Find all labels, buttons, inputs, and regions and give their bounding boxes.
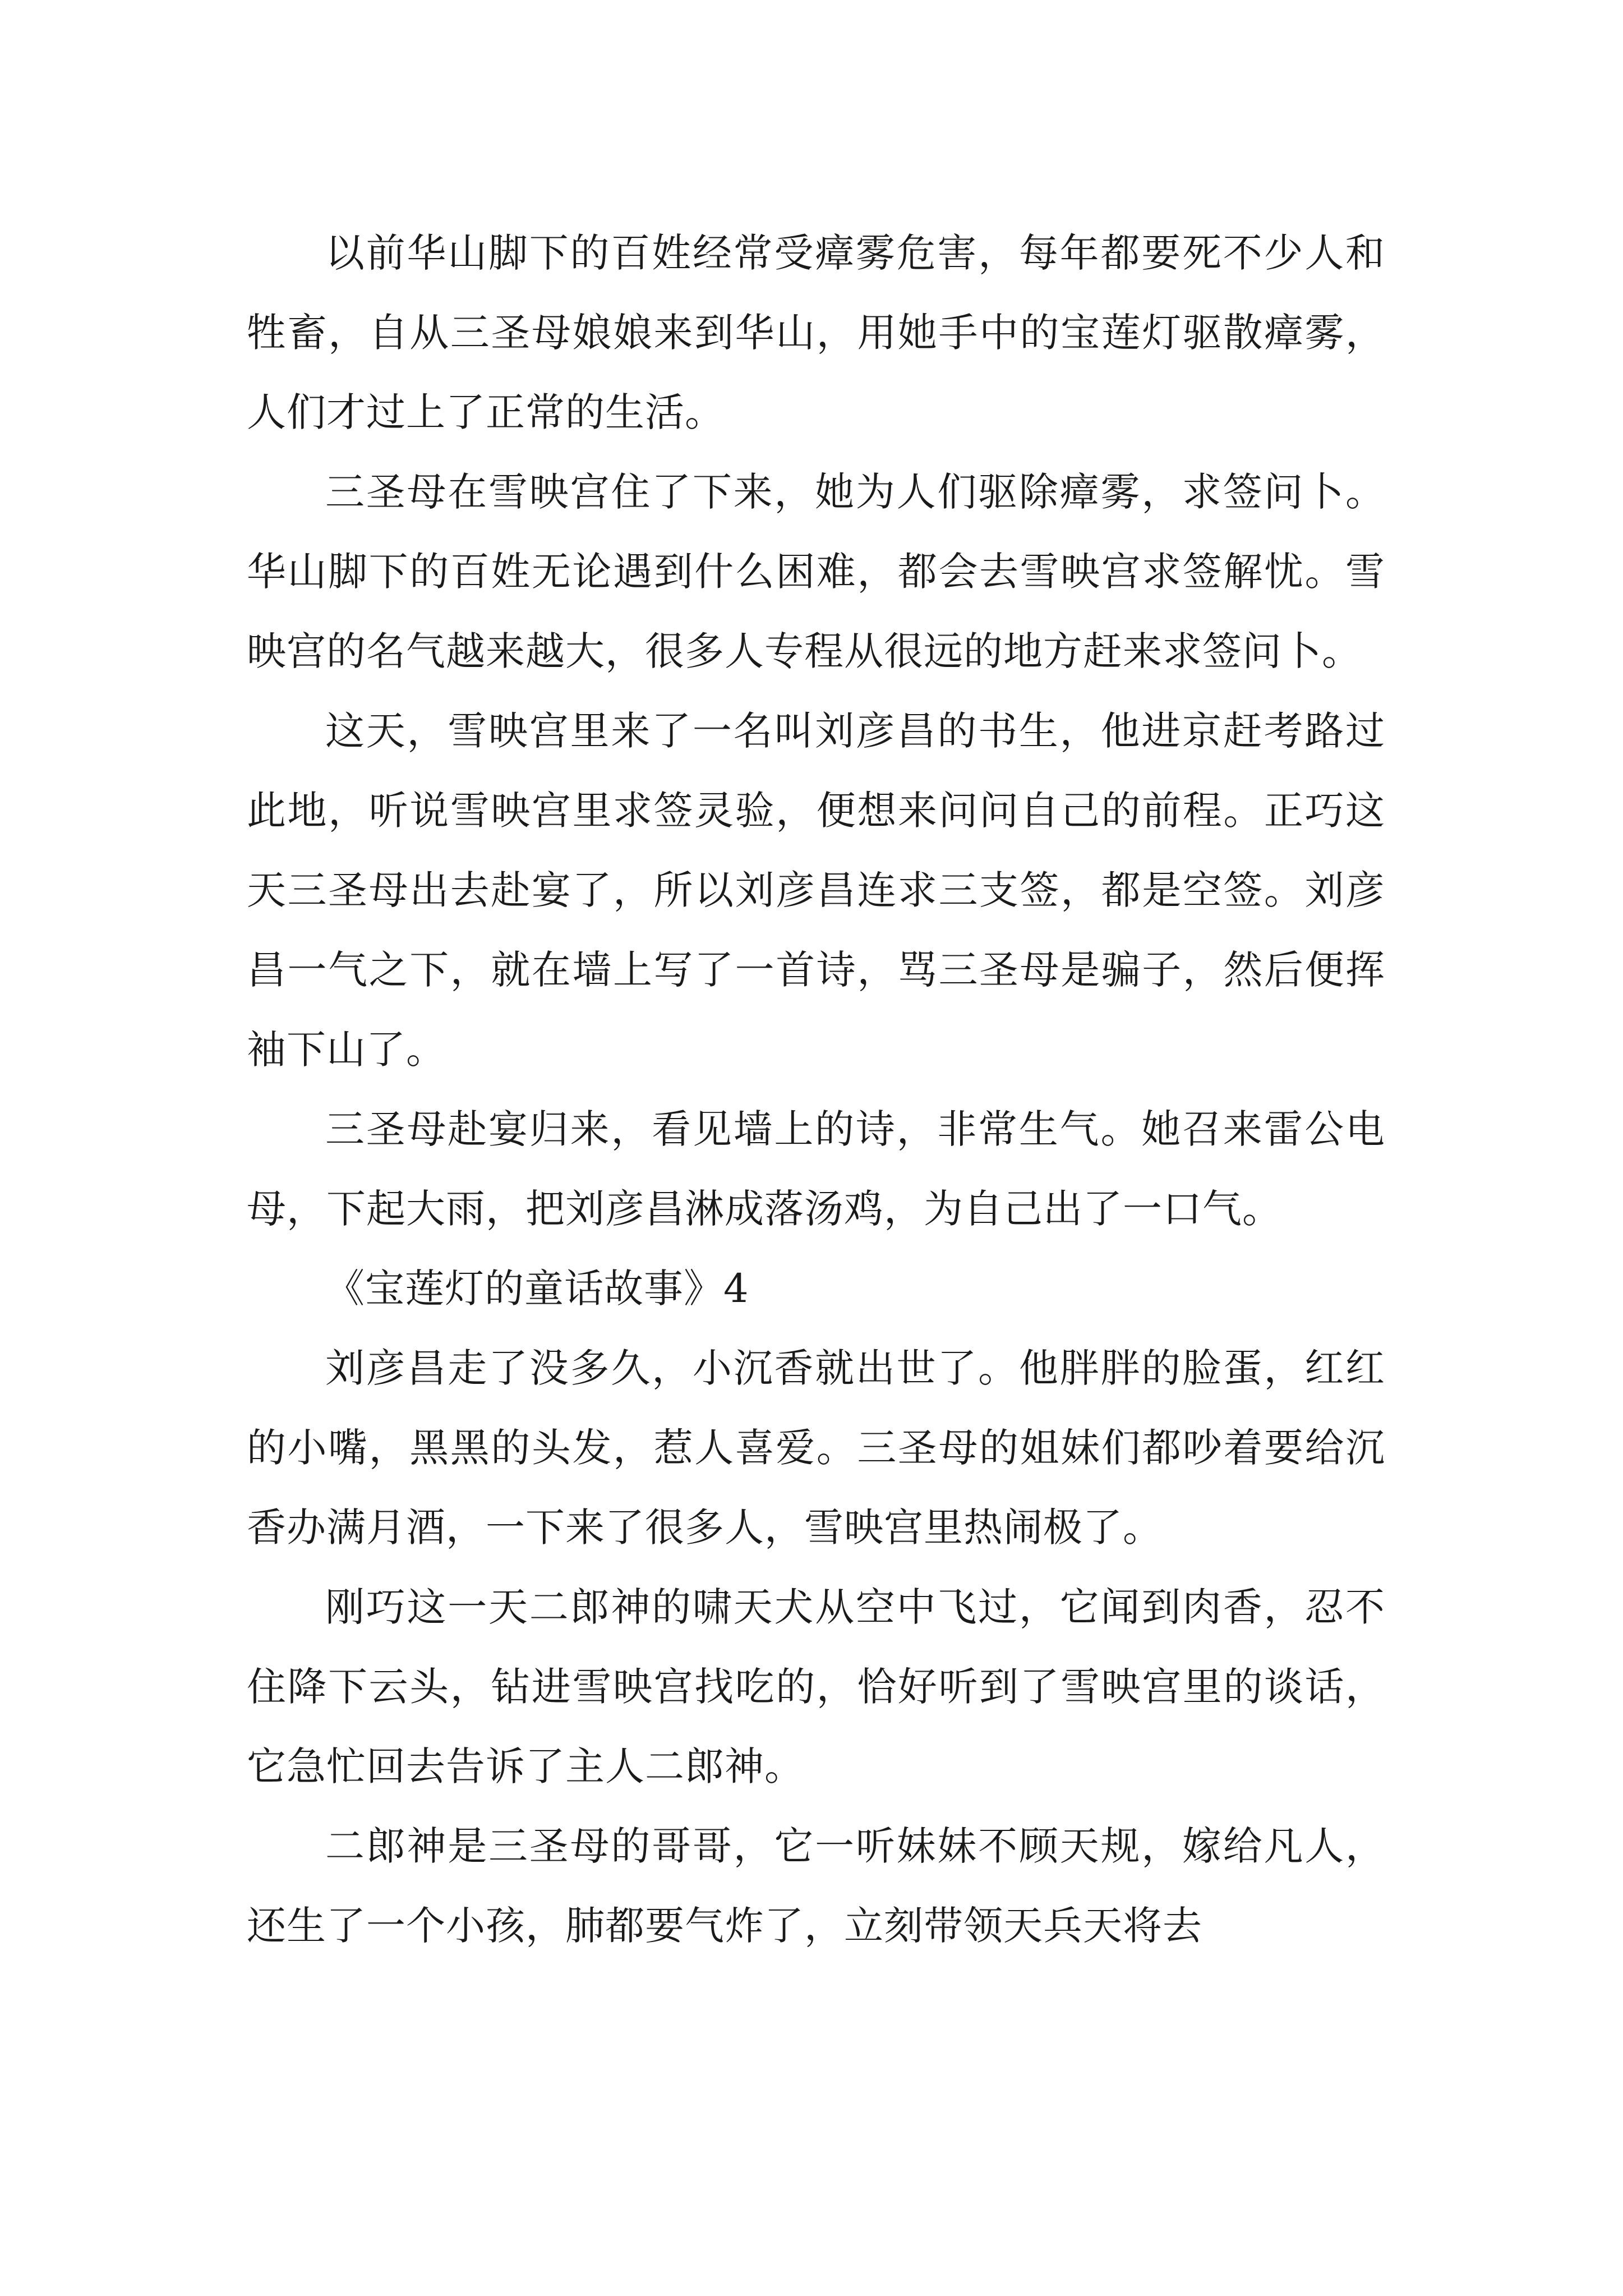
- paragraph-huashan-miasma: 以前华山脚下的百姓经常受瘴雾危害，每年都要死不少人和牲畜，自从三圣母娘娘来到华山，用她手中的宝莲灯驱散瘴雾，人们才过上了正常的生活。: [247, 230, 1385, 435]
- paragraph-xiaotian-dog: 刚巧这一天二郎神的啸天犬从空中飞过，它闻到肉香，忍不住降下云头，钻进雪映宫找吃的，恰好听到了雪映宫里的谈话，它急忙回去告诉了主人二郎神。: [247, 1584, 1385, 1789]
- paragraph-chenxiang-birth: 刘彦昌走了没多久，小沉香就出世了。他胖胖的脸蛋，红红的小嘴，黑黑的头发，惹人喜爱。三圣母的姐妹们都吵着要给沉香办满月酒，一下来了很多人，雪映宫里热闹极了。: [247, 1345, 1385, 1550]
- paragraph-liu-yanchang-visit: 这天，雪映宫里来了一名叫刘彦昌的书生，他进京赶考路过此地，听说雪映宫里求签灵验，便想来问问自己的前程。正巧这天三圣母出去赴宴了，所以刘彦昌连求三支签，都是空签。刘彦昌一气之下，就在墙上写了一首诗，骂三圣母是骗子，然后便挥袖下山了。: [247, 708, 1385, 1073]
- paragraph-thunder-rain: 三圣母赴宴归来，看见墙上的诗，非常生气。她召来雷公电母，下起大雨，把刘彦昌淋成落汤鸡，为自己出了一口气。: [247, 1106, 1385, 1232]
- paragraph-erlang-shen: 二郎神是三圣母的哥哥，它一听妹妹不顾天规，嫁给凡人，还生了一个小孩，肺都要气炸了，立刻带领天兵天将去: [247, 1823, 1385, 1949]
- section-heading: 《宝莲灯的童话故事》4: [325, 1266, 749, 1312]
- story-text-column: [247, 213, 1385, 1966]
- paragraph-xueying-palace: 三圣母在雪映宫住了下来，她为人们驱除瘴雾，求签问卜。华山脚下的百姓无论遇到什么困难，都会去雪映宫求签解忧。雪映宫的名气越来越大，很多人专程从很远的地方赶来求签问卜。: [247, 469, 1385, 674]
